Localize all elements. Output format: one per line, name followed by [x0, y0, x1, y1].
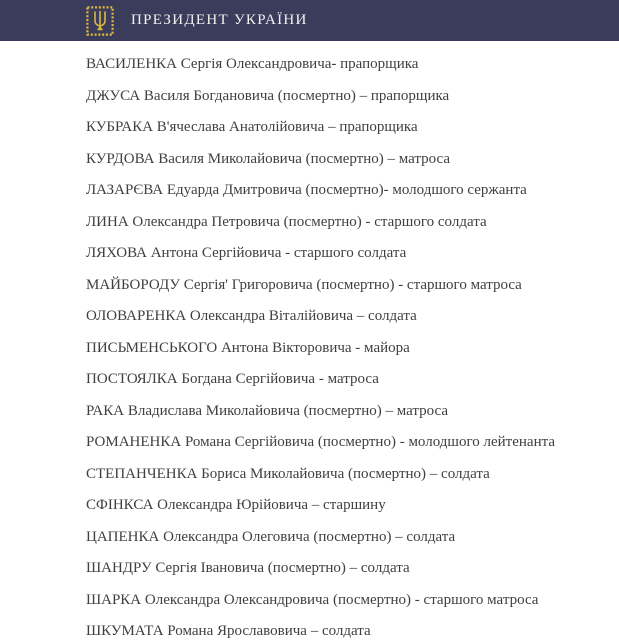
list-item: ЦАПЕНКА Олександра Олеговича (посмертно) – солдата [86, 528, 456, 545]
list-item: КУБРАКА В'ячеслава Анатолійовича – прапорщика [86, 119, 418, 135]
list-item: КУРДОВА Василя Миколайовича (посмертно) – матроса [86, 150, 451, 167]
list-item: ОЛОВАРЕНКА Олександра Віталійовича – солдата [86, 308, 417, 324]
list-item: ШАРКА Олександра Олександровича (посмертно) - старшого матроса [86, 591, 539, 608]
list-item: РАКА Владислава Миколайовича (посмертно) – матроса [86, 402, 449, 419]
list-item: ВАСИЛЕНКА Сергія Олександровича- прапорщика [86, 56, 419, 72]
list-item: ЛЯХОВА Антона Сергійовича - старшого солдата [86, 245, 407, 261]
list-item: СФІНКСА Олександра Юрійовича – старшину [86, 497, 386, 513]
list-item: СТЕПАНЧЕНКА Бориса Миколайовича (посмертно) – солдата [86, 465, 490, 482]
list-item: ЛИНА Олександра Петровича (посмертно) - старшого солдата [86, 213, 487, 230]
site-header [0, 0, 619, 41]
list-item: ДЖУСА Василя Богдановича (посмертно) – прапорщика [86, 87, 450, 104]
list-item: ШАНДРУ Сергія Івановича (посмертно) – солдата [86, 560, 410, 576]
home-link[interactable] [86, 6, 308, 36]
list-item: ПИСЬМЕНСЬКОГО Антона Вікторовича - майора [86, 339, 410, 356]
list-item: ШКУМАТА Романа Ярославовича – солдата [86, 623, 371, 639]
list-item: ПОСТОЯЛКА Богдана Сергійовича - матроса [86, 371, 379, 387]
ukraine-trident-emblem-icon [86, 6, 114, 36]
site-title: ПРЕЗИДЕНТ УКРАЇНИ [131, 12, 308, 28]
decree-list [0, 41, 619, 640]
list-item: МАЙБОРОДУ Сергія' Григоровича (посмертно) - старшого матроса [86, 276, 522, 293]
list-item: РОМАНЕНКА Романа Сергійовича (посмертно) - молодшого лейтенанта [86, 434, 555, 450]
list-item: ЛАЗАРЄВА Едуарда Дмитровича (посмертно)- молодшого сержанта [86, 182, 527, 198]
